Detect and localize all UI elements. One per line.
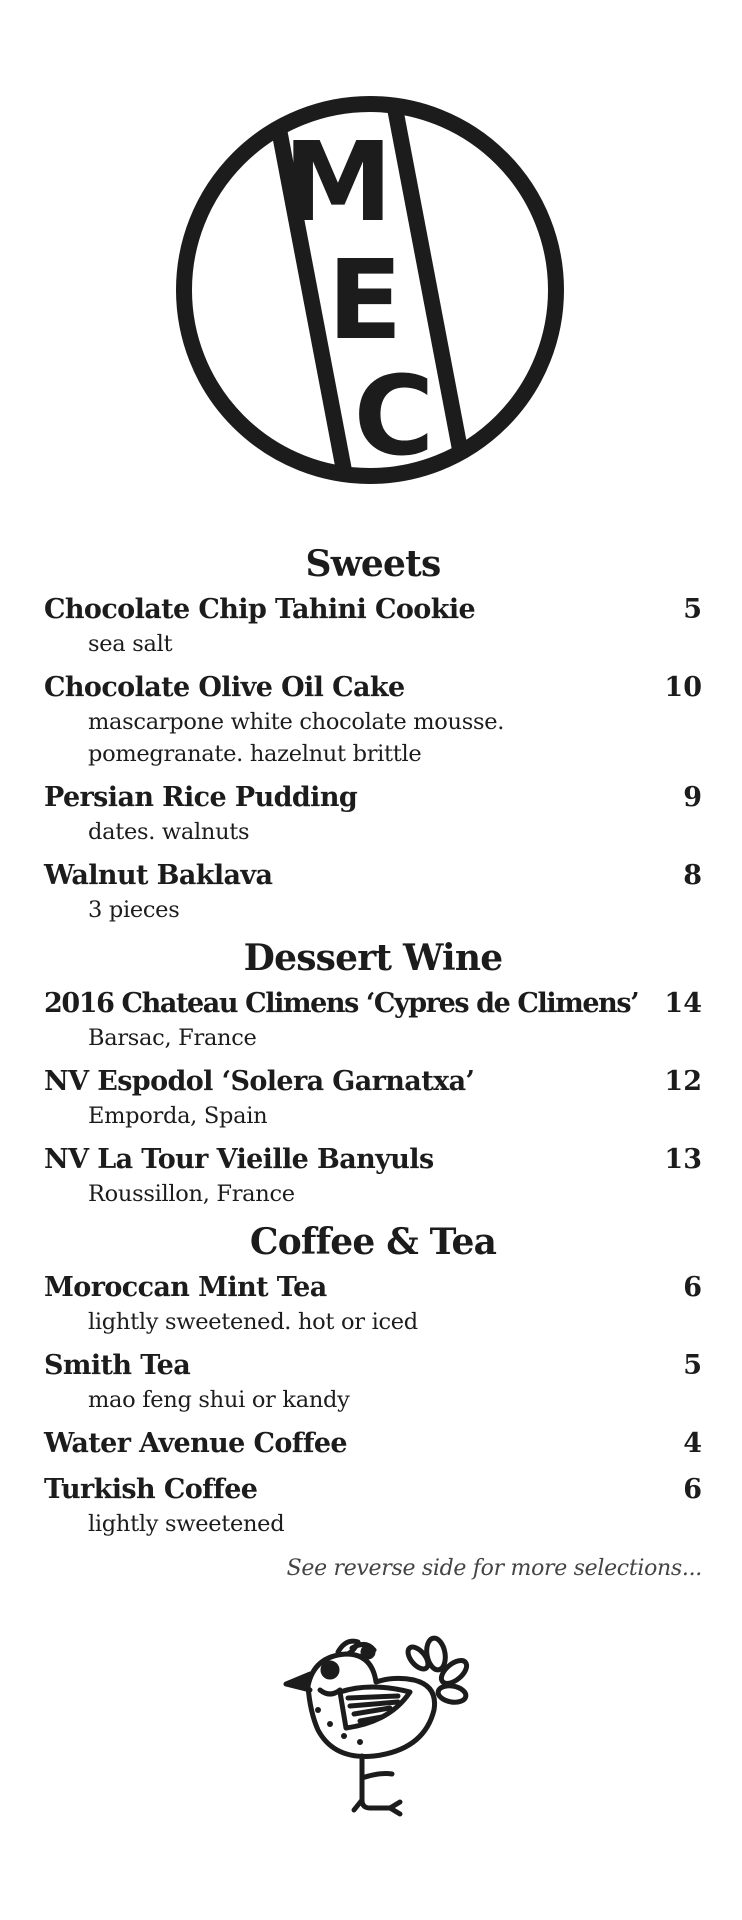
section-title: Dessert Wine bbox=[243, 937, 503, 979]
menu-item bbox=[44, 1472, 702, 1540]
item-name: Moroccan Mint Tea bbox=[44, 1272, 327, 1303]
logo-letter-e: E bbox=[327, 236, 403, 364]
item-description: mao feng shui or kandy bbox=[88, 1387, 350, 1413]
item-description: sea salt bbox=[88, 631, 173, 657]
item-description: Roussillon, France bbox=[88, 1181, 295, 1207]
bird-beak bbox=[286, 1674, 310, 1690]
menu-item bbox=[44, 986, 702, 1054]
menu bbox=[44, 540, 702, 1581]
item-price: 6 bbox=[683, 1272, 702, 1303]
menu-item bbox=[44, 592, 702, 660]
bird-icon bbox=[278, 1632, 474, 1832]
item-name: Smith Tea bbox=[44, 1350, 191, 1381]
item-description: Barsac, France bbox=[88, 1025, 257, 1051]
item-description: pomegranate. hazelnut brittle bbox=[88, 741, 422, 767]
section-coffee-tea bbox=[44, 1218, 702, 1540]
menu-item bbox=[44, 670, 702, 770]
menu-item bbox=[44, 1064, 702, 1132]
section-title: Coffee & Tea bbox=[249, 1221, 497, 1263]
item-name: NV Espodol ‘Solera Garnatxa’ bbox=[44, 1066, 475, 1097]
item-name: Persian Rice Pudding bbox=[44, 782, 358, 813]
reverse-side-note: See reverse side for more selections... bbox=[286, 1556, 702, 1581]
section-title: Sweets bbox=[305, 543, 441, 585]
item-price: 9 bbox=[683, 782, 702, 813]
item-price: 4 bbox=[683, 1428, 702, 1459]
section-sweets bbox=[44, 540, 702, 926]
mec-logo bbox=[172, 92, 568, 488]
logo-letter-c: C bbox=[353, 352, 435, 480]
item-price: 13 bbox=[664, 1144, 702, 1175]
item-price: 5 bbox=[683, 594, 702, 625]
item-price: 6 bbox=[683, 1474, 702, 1505]
item-name: 2016 Chateau Climens ‘Cypres de Climens’ bbox=[44, 988, 639, 1019]
item-price: 10 bbox=[664, 672, 702, 703]
item-name: Water Avenue Coffee bbox=[44, 1428, 347, 1459]
item-name: NV La Tour Vieille Banyuls bbox=[44, 1144, 434, 1175]
section-dessert-wine bbox=[44, 934, 702, 1210]
bird-legs bbox=[354, 1756, 400, 1814]
item-name: Chocolate Olive Oil Cake bbox=[44, 672, 405, 703]
logo-letter-m: M bbox=[283, 118, 393, 246]
menu-item bbox=[44, 1270, 702, 1338]
item-description: dates. walnuts bbox=[88, 819, 250, 845]
item-price: 5 bbox=[683, 1350, 702, 1381]
menu-item bbox=[44, 1142, 702, 1210]
item-description: Emporda, Spain bbox=[88, 1103, 268, 1129]
item-description: lightly sweetened. hot or iced bbox=[88, 1309, 418, 1335]
item-price: 14 bbox=[664, 988, 702, 1019]
item-price: 12 bbox=[664, 1066, 702, 1097]
item-name: Chocolate Chip Tahini Cookie bbox=[44, 594, 476, 625]
menu-item bbox=[44, 858, 702, 926]
item-price: 8 bbox=[683, 860, 702, 891]
menu-item bbox=[44, 1426, 702, 1462]
item-name: Turkish Coffee bbox=[44, 1474, 258, 1505]
item-name: Walnut Baklava bbox=[44, 860, 273, 891]
item-description: 3 pieces bbox=[88, 897, 180, 923]
item-description: lightly sweetened bbox=[88, 1511, 285, 1537]
menu-item bbox=[44, 780, 702, 848]
menu-item bbox=[44, 1348, 702, 1416]
item-description: mascarpone white chocolate mousse. bbox=[88, 709, 505, 735]
